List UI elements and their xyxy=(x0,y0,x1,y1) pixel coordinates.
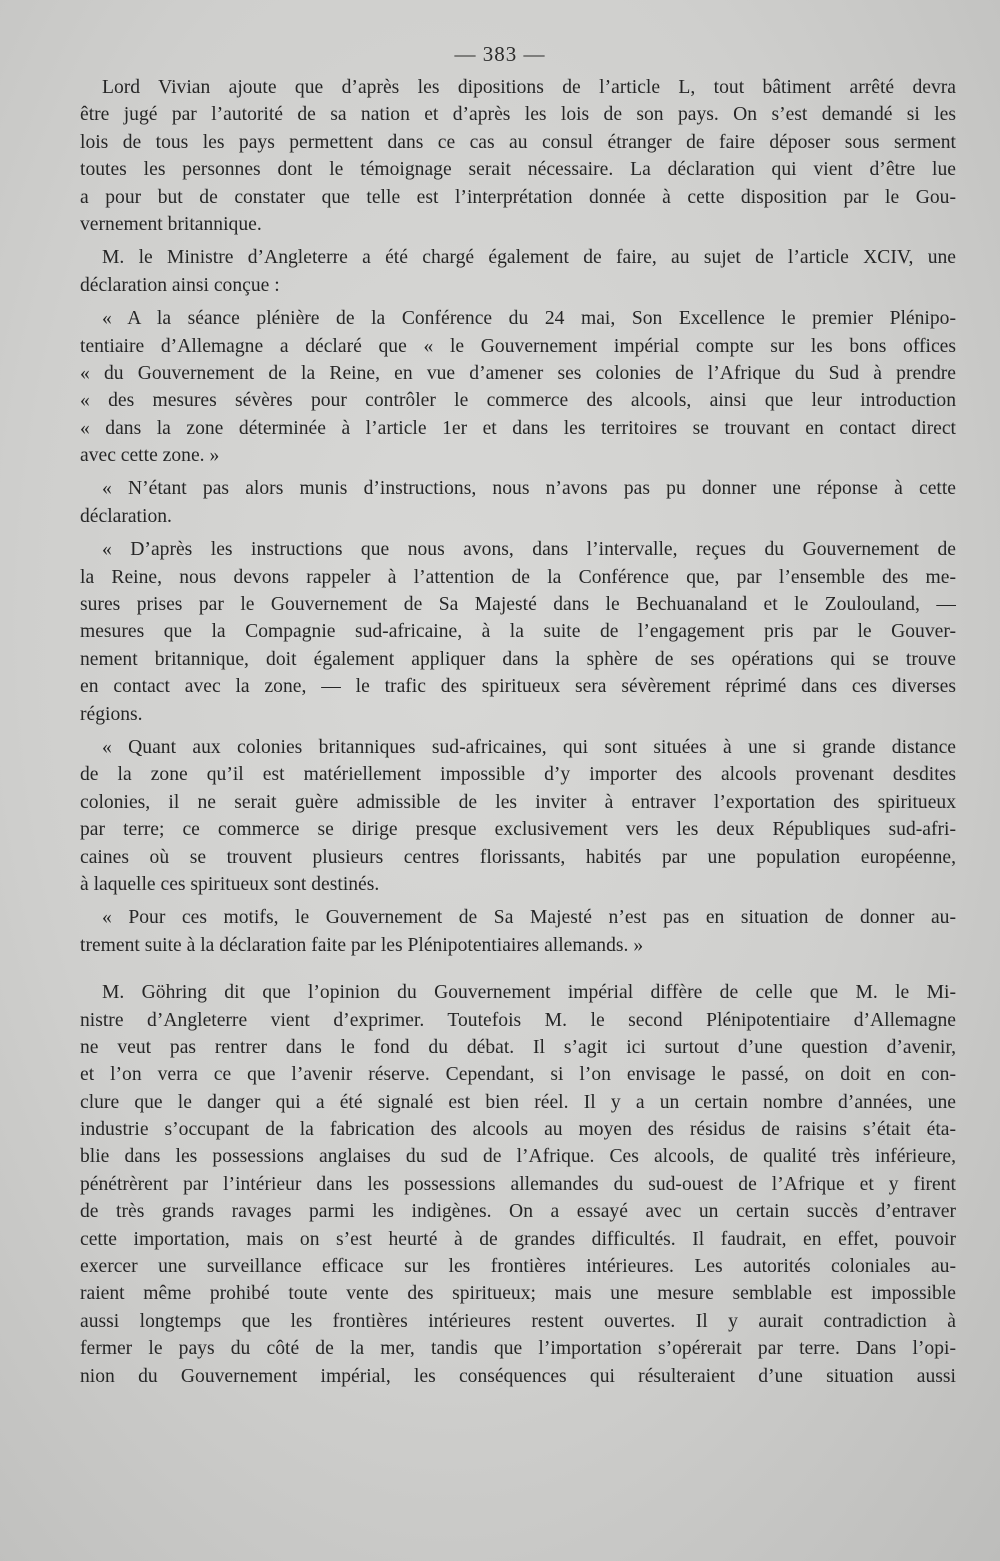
paragraph xyxy=(80,305,956,469)
text-line: de la zone qu’il est matériellement impossible d’y importer des alcools provenant desdites xyxy=(80,764,956,786)
section-gap xyxy=(80,959,956,979)
text-line: nement britannique, doit également appliquer dans la sphère de ses opérations qui se trouve xyxy=(80,648,956,670)
text-line: « Quant aux colonies britanniques sud-africaines, qui sont situées à une si grande distance xyxy=(102,736,956,758)
text-line: déclaration. xyxy=(80,505,172,527)
text-line: par terre; ce commerce se dirige presque exclusivement vers les deux Républiques sud-afri- xyxy=(80,819,956,841)
text-line: Lord Vivian ajoute que d’après les dipositions de l’article L, tout bâtiment arrêté devra xyxy=(102,77,956,98)
text-line: « du Gouvernement de la Reine, en vue d’amener ses colonies de l’Afrique du Sud à prendre xyxy=(80,362,956,384)
body-text xyxy=(80,74,956,1390)
text-line: exercer une surveillance efficace sur les frontières intérieures. Les autorités coloniales au- xyxy=(80,1256,956,1278)
paragraph xyxy=(80,979,956,1390)
text-line: de très grands ravages parmi les indigènes. On a essayé avec un certain succès d’entraver xyxy=(80,1201,956,1223)
text-line: fermer le pays du côté de la mer, tandis que l’importation s’opérerait par terre. Dans l’opi- xyxy=(80,1338,956,1360)
paragraph xyxy=(80,244,956,299)
text-line: M. Göhring dit que l’opinion du Gouvernement impérial diffère de celle que M. le Mi- xyxy=(102,982,956,1004)
text-line: a pour but de constater que telle est l’interprétation donnée à cette disposition par le Gou- xyxy=(80,186,956,208)
text-line: à laquelle ces spiritueux sont destinés. xyxy=(80,873,380,895)
text-line: trement suite à la déclaration faite par les Plénipotentiaires allemands. » xyxy=(80,934,644,956)
text-line: « A la séance plénière de la Conférence du 24 mai, Son Excellence le premier Plénipo- xyxy=(102,308,956,330)
paragraph xyxy=(80,74,956,238)
text-line: « N’étant pas alors munis d’instructions, nous n’avons pas pu donner une réponse à cette xyxy=(102,478,956,500)
page-number: — 383 — xyxy=(454,42,546,66)
text-line: toutes les personnes dont le témoignage serait nécessaire. La déclaration qui vient d’être lue xyxy=(80,159,956,181)
text-line: lois de tous les pays permettent dans ce cas au consul étranger de faire déposer sous serment xyxy=(80,131,956,153)
paragraph xyxy=(80,475,956,530)
text-line: aussi longtemps que les frontières intérieures restent ouvertes. Il y aurait contradiction à xyxy=(80,1310,956,1332)
text-line: avec cette zone. » xyxy=(80,445,220,467)
text-line: régions. xyxy=(80,703,143,725)
text-line: cette importation, mais on s’est heurté à de grandes difficultés. Il faudrait, en effet, pouvoir xyxy=(80,1228,956,1250)
text-line: tentiaire d’Allemagne a déclaré que « le Gouvernement impérial compte sur les bons offices xyxy=(80,335,956,357)
paragraph xyxy=(80,734,956,898)
text-line: « Pour ces motifs, le Gouvernement de Sa Majesté n’est pas en situation de donner au- xyxy=(102,907,956,929)
text-line: ne veut pas rentrer dans le fond du débat. Il s’agit ici surtout d’une question d’avenir, xyxy=(80,1036,956,1058)
text-line: nion du Gouvernement impérial, les conséquences qui résulteraient d’une situation aussi xyxy=(80,1365,956,1387)
paragraph xyxy=(80,536,956,728)
text-line: déclaration ainsi conçue : xyxy=(80,274,280,296)
text-line: pénétrèrent par l’intérieur dans les possessions allemandes du sud-ouest de l’Afrique et y firent xyxy=(80,1173,956,1195)
text-line: mesures que la Compagnie sud-africaine, à la suite de l’engagement pris par le Gouver- xyxy=(80,621,956,643)
text-line: sures prises par le Gouvernement de Sa Majesté dans le Bechuanaland et le Zoulouland, — xyxy=(80,594,956,616)
text-line: « dans la zone déterminée à l’article 1er et dans les territoires se trouvant en contact direct xyxy=(80,417,956,439)
text-line: clure que le danger qui a été signalé est bien réel. Il y a un certain nombre d’années, une xyxy=(80,1091,956,1113)
text-line: en contact avec la zone, — le trafic des spiritueux sera sévèrement réprimé dans ces diverses xyxy=(80,676,956,698)
paragraph xyxy=(80,904,956,959)
text-line: raient même prohibé toute vente des spiritueux; mais une mesure semblable est impossible xyxy=(80,1283,956,1305)
text-line: « D’après les instructions que nous avons, dans l’intervalle, reçues du Gouvernement de xyxy=(102,539,956,561)
text-line: colonies, il ne serait guère admissible de les inviter à entraver l’exportation des spiritueux xyxy=(80,791,956,813)
text-line: vernement britannique. xyxy=(80,213,262,235)
text-line: être jugé par l’autorité de sa nation et d’après les lois de son pays. On s’est demandé si les xyxy=(80,104,956,126)
text-line: « des mesures sévères pour contrôler le commerce des alcools, ainsi que leur introduction xyxy=(80,390,956,412)
text-line: blie dans les possessions anglaises du sud de l’Afrique. Ces alcools, de qualité très inférieure, xyxy=(80,1146,956,1168)
text-line: caines où se trouvent plusieurs centres florissants, habités par une population européenne, xyxy=(80,846,956,868)
text-line: et l’on verra ce que l’avenir réserve. Cependant, si l’on envisage le passé, on doit en con- xyxy=(80,1064,956,1086)
text-line: industrie s’occupant de la fabrication des alcools au moyen des résidus de raisins s’était éta- xyxy=(80,1119,956,1141)
text-line: M. le Ministre d’Angleterre a été chargé également de faire, au sujet de l’article XCIV, une xyxy=(102,247,956,269)
text-line: nistre d’Angleterre vient d’exprimer. Toutefois M. le second Plénipotentiaire d’Allemagne xyxy=(80,1009,956,1031)
text-line: la Reine, nous devons rappeler à l’attention de la Conférence que, par l’ensemble des me- xyxy=(80,566,956,588)
